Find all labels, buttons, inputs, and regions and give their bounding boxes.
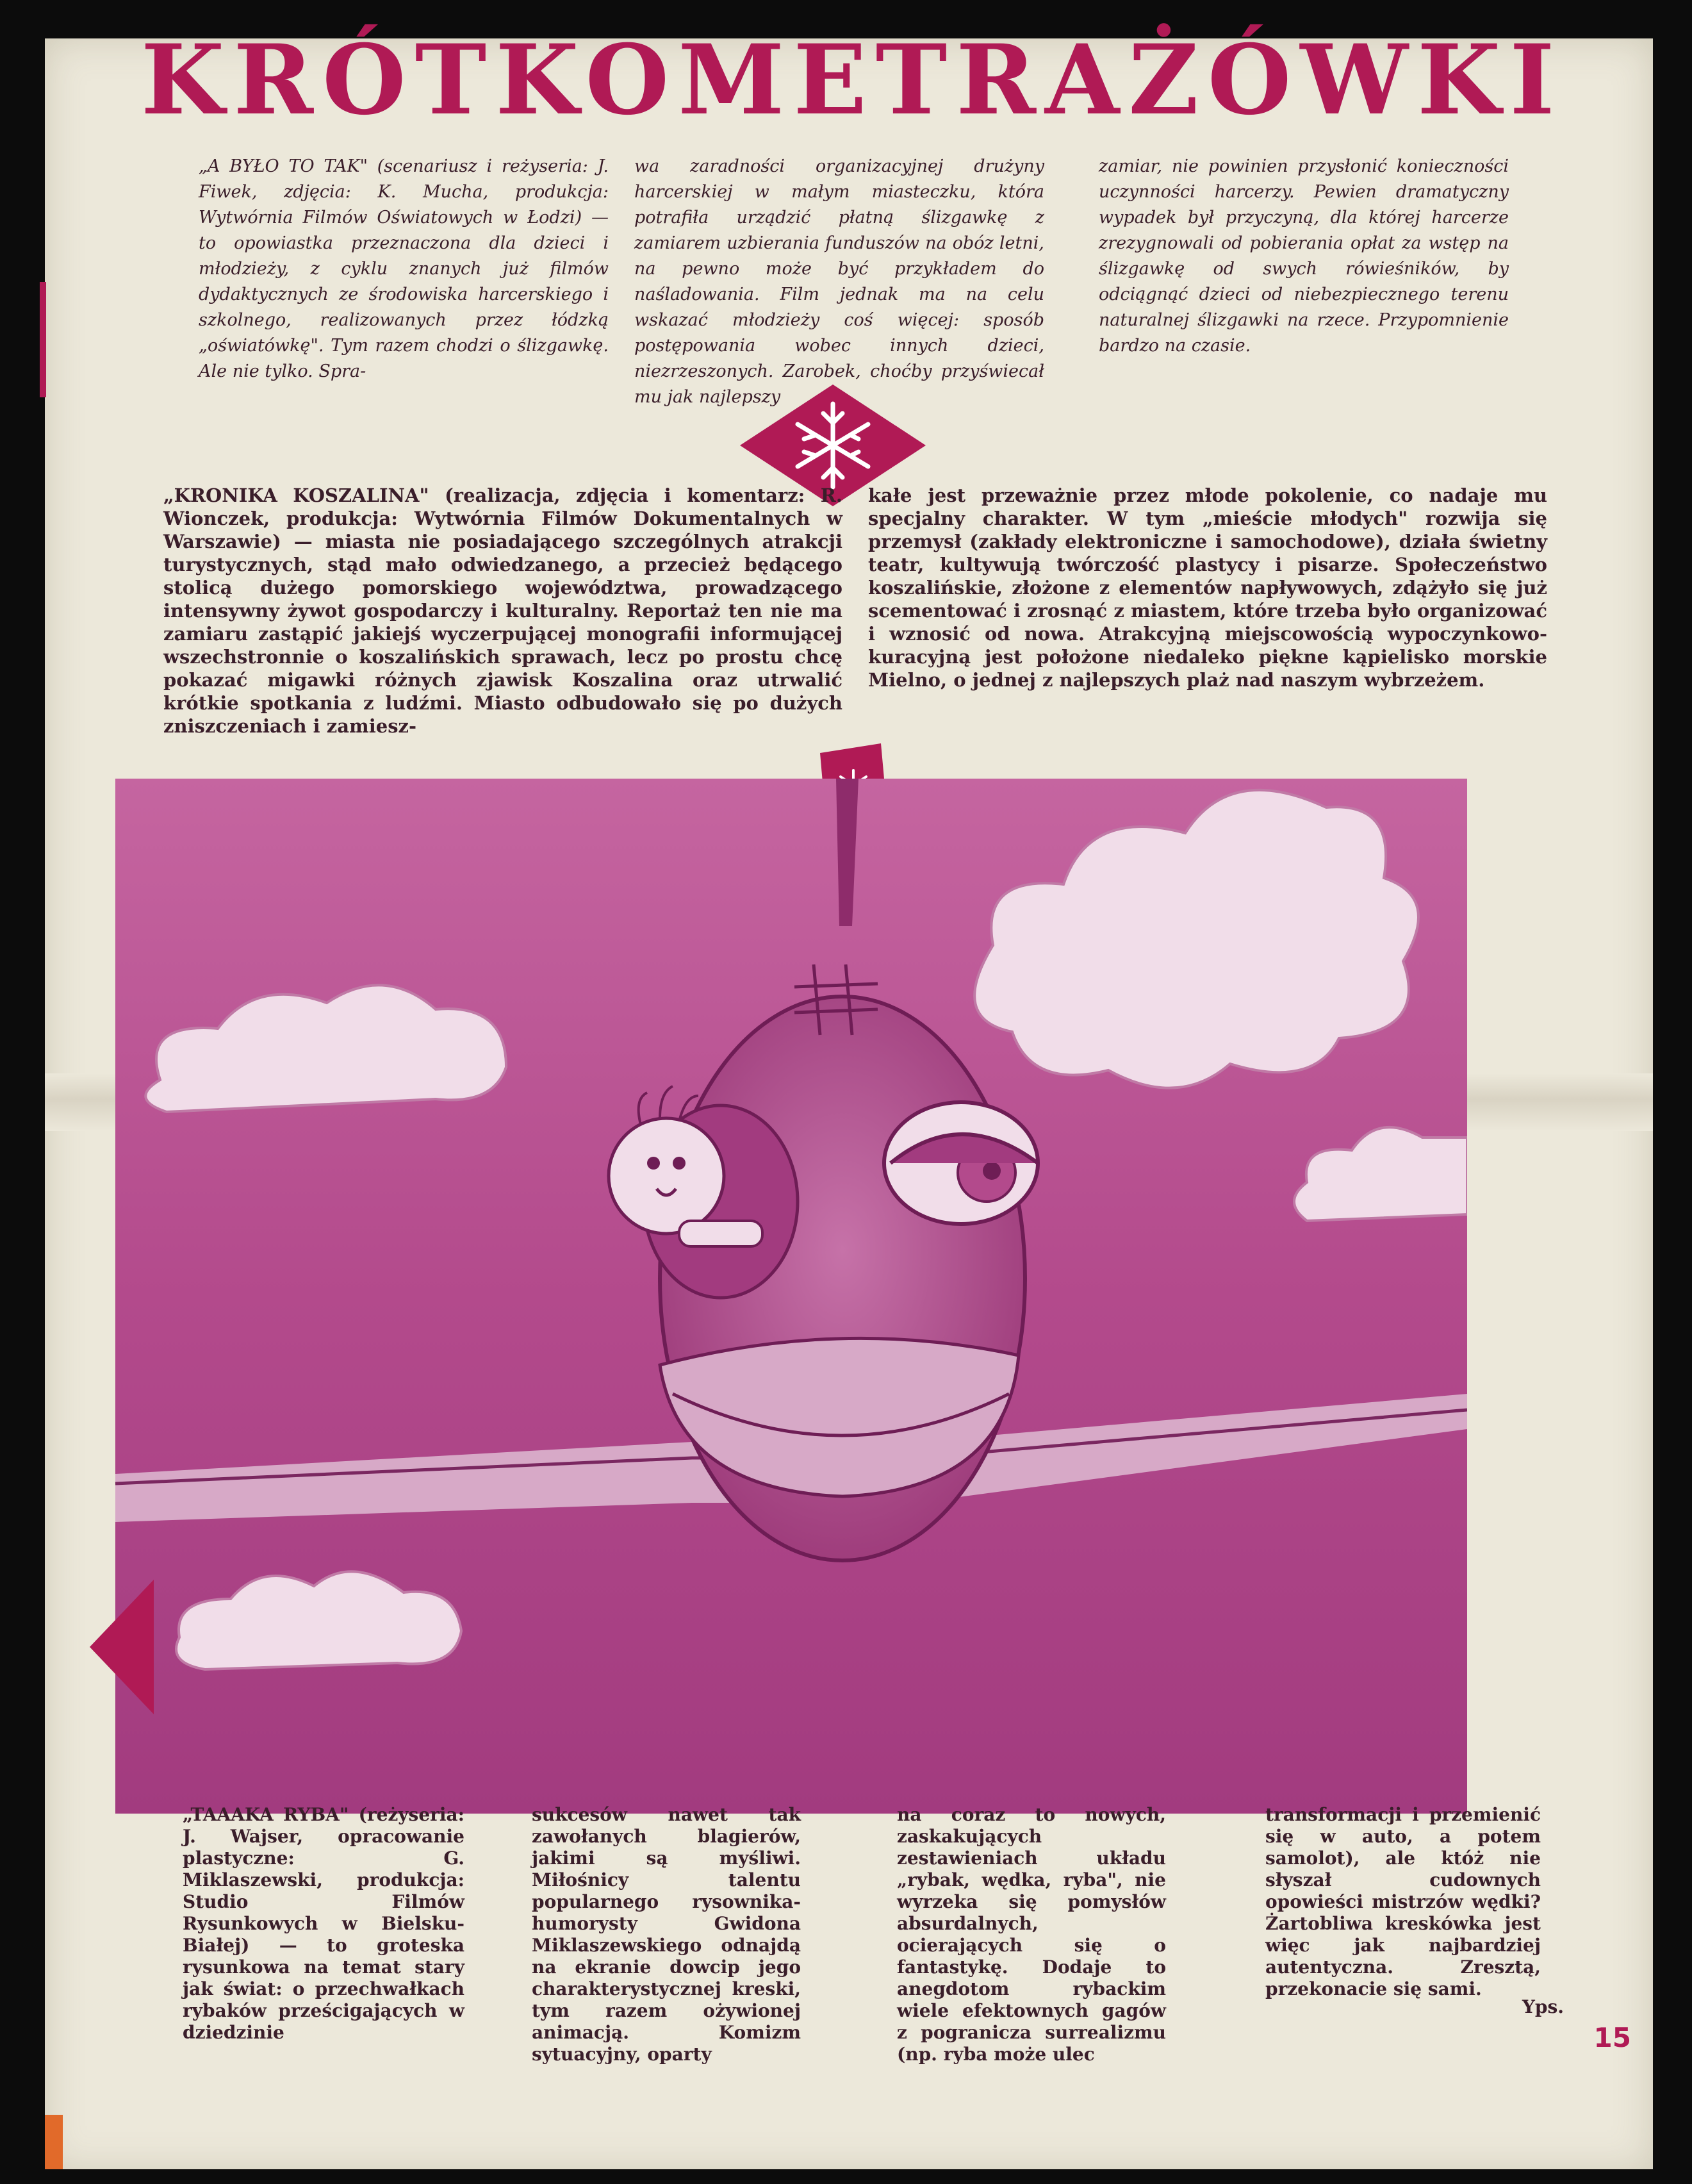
article1-col3: zamiar, nie powinien przysłonić konieczności uczynności harcerzy. Pewien dramatyczny wypadek był przyczyną, dla której harcerze zrezygnowali od pobierania opłat za wstęp na ślizgawkę od swych rówieśników, by odciągnąć dzieci od niebezpiecznego terenu naturalnej ślizgawki na rzece. Przypomnienie bardzo na czasie. — [1099, 156, 1509, 356]
article3-col2: sukcesów nawet tak zawołanych blagierów, jakimi są myśliwi. Miłośnicy talentu popularnego rysownika-humorysty Gwidona Miklaszewskiego odnajdą na ekranie dowcip jego charakterystycznej kreski, tym razem ożywionej animacją. Komizm sytuacyjny, oparty — [532, 1804, 801, 2065]
edge-strip — [45, 2115, 63, 2172]
cartoon-airplane-illustration — [115, 779, 1467, 1814]
article3-col1: „TAAAKA RYBA" (reżyseria: J. Wajser, opracowanie plastyczne: G. Miklaszewski, produkcja: Studio Filmów Rysunkowych w Bielsku-Białej) — to groteska rysunkowa na temat stary jak świat: o przechwałkach rybaków prześcigających w dziedzinie — [183, 1804, 464, 2043]
article3-col3: na coraz to nowych, zaskakujących zestawieniach układu „rybak, wędka, ryba", nie wyrzeka się pomysłów absurdalnych, ocierających się o fantastykę. Dodaje to anegdotom rybackim wiele efektownych gagów z pogranicza surrealizmu (np. ryba może ulec — [897, 1804, 1166, 2065]
article1-col1: „A BYŁO TO TAK" (scenariusz i reżyseria: J. Fiwek, zdjęcia: K. Mucha, produkcja: Wytwórnia Filmów Oświatowych w Łodzi) — to opowiastka przeznaczona dla dzieci i młodzieży, z cyklu znanych już filmów dydaktycznych ze środowiska harcerskiego i szkolnego, realizowanych przez łódzką „oświatówkę". Tym razem chodzi o ślizgawkę. Ale nie tylko. Spra- — [199, 156, 609, 381]
background-strip — [0, 2169, 1692, 2184]
article3-col4: transformacji i przemienić się w auto, a potem samolot), ale któż nie słyszał cudownych opowieści mistrzów wędki? Żartobliwa kreskówka jest więc jak najbardziej autentyczna. Zresztą, przekonacie się sami. — [1265, 1804, 1541, 1999]
page-title: KRÓTKOMETRAŻÓWKI — [141, 24, 1564, 136]
arrow-ornament-icon — [90, 1580, 154, 1714]
article2-col1: „KRONIKA KOSZALINA" (realizacja, zdjęcia i komentarz: R. Wionczek, produkcja: Wytwórnia Filmów Dokumentalnych w Warszawie) — miasta nie posiadającego szczególnych atrakcji turystycznych, stąd mało odwiedzanego, a przecież będącego stolicą dużego pomorskiego województwa, prowadzącego intensywny żywot gospodarczy i kulturalny. Reportaż ten nie ma zamiaru zastąpić jakiejś wyczerpującej monografii informującej wszechstronnie o koszalińskich sprawach, lecz po prostu chcę pokazać migawki różnych zjawisk Koszalina oraz utrwalić krótkie spotkania z ludźmi. Miasto odbudowało się po dużych zniszczeniach i zamiesz- — [163, 484, 842, 737]
author-signature: Yps. — [1522, 1996, 1564, 2017]
article1-col2: wa zaradności organizacyjnej drużyny harcerskiej w małym miasteczku, która potrafiła urządzić płatną ślizgawkę z zamiarem uzbierania funduszów na obóz letni, na pewno może być przykładem do naśladowania. Film jednak ma na celu wskazać młodzieży coś więcej: sposób postępowania wobec innych dzieci, niezrzeszonych. Zarobek, choćby przyświecał mu jak najlepszy — [634, 156, 1044, 407]
page-number: 15 — [1593, 2022, 1631, 2053]
edge-mark — [40, 282, 46, 397]
article2-col2: kałe jest przeważnie przez młode pokolenie, co nadaje mu specjalny charakter. W tym „mieście młodych" rozwija się przemysł (zakłady elektroniczne i samochodowe), działa świetny teatr, kultywują twórczość plastycy i pisarze. Społeczeństwo koszalińskie, złożone z elementów napływowych, zdążyło się już scementować i zrosnąć z miastem, które trzeba było organizować i wznosić od nowa. Atrakcyjną miejscowością wypoczynkowo-kuracyjną jest położone niedaleko piękne kąpielisko morskie Mielno, o jednej z najlepszych plaż nad naszym wybrzeżem. — [868, 484, 1547, 691]
